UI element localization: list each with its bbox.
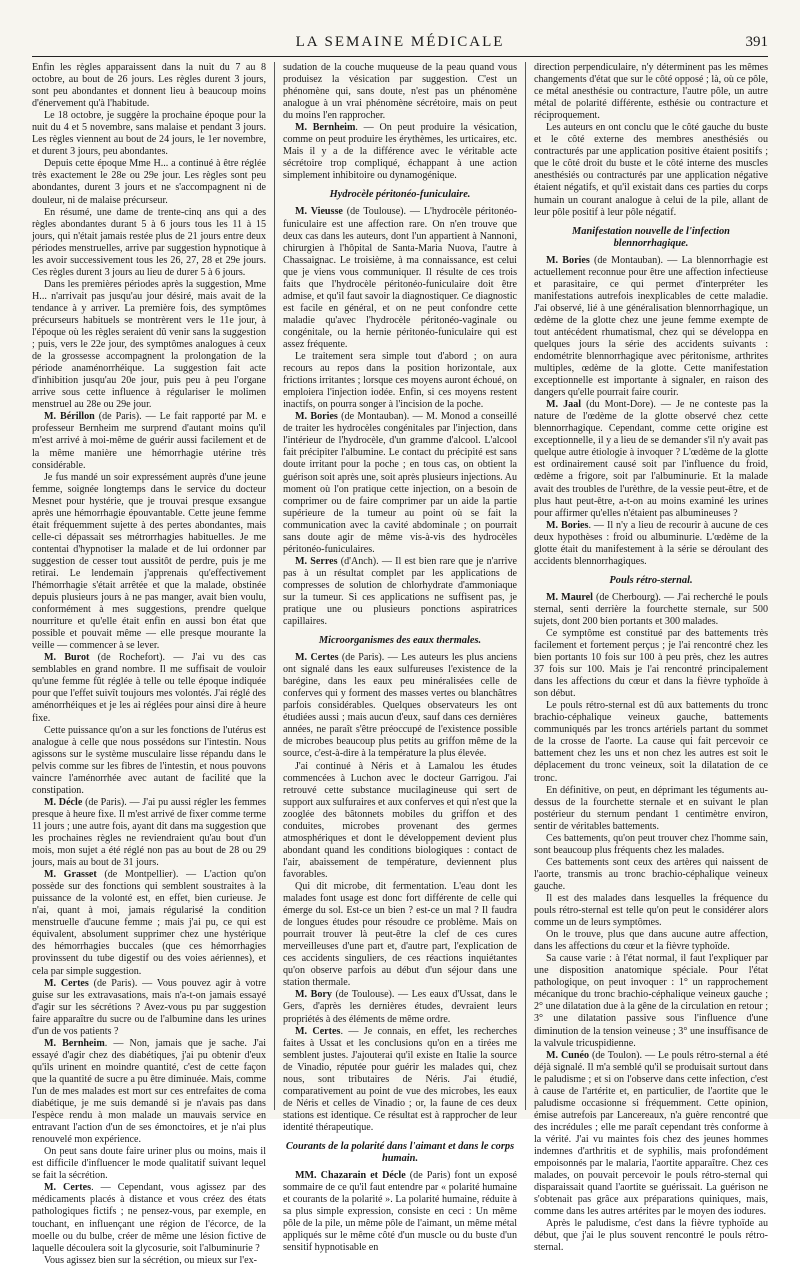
paragraph-text: Il est des malades dans lesquelles la fréquence du pouls rétro-sternal est telle qu'on peut le considérer alors comme un de leurs symptômes. bbox=[534, 893, 768, 929]
paragraph-text: En définitive, on peut, en déprimant les téguments au-dessus de la fourchette sternale et en suivant le plan postérieur du sternum pendant 1 centimètre environ, sentir de véritables battements. bbox=[534, 784, 768, 832]
paragraph bbox=[534, 893, 768, 929]
section-heading: Hydrocèle péritonéo-funiculaire. bbox=[329, 189, 471, 201]
paragraph-text: (de Montpellier). — L'action qu'on possède sur des fonctions qui semblent soustraites à la puissance de la volonté est, en effet, bien curieuse. Je n'ai, quant à moi, jamais régularisé la condition menstruelle d'aucune femme ; mais j'ai pu, ce qui est équivalent, absolument supprimer chez une hystérique des hémorrhagies buccales (que ces hémorrhagies provinssent du tube digestif ou des voies aériennes), et cela par simple suggestion. bbox=[32, 869, 266, 977]
paragraph-text: (de Montauban). — M. Monod a conseillé de traiter les hydrocèles congénitales par l'injection, dans l'intérieur de l'hydrocèle, d'un gramme d'alcool. L'alcool fait précipiter l'albumine. Le contact du précipité est sans doute irritant pour la poche ; en tous cas, on obtient la guérison soit après une, soit après plusieurs injections. Au moment où l'on pratique cette injection, on a besoin de comprimer ou de faire comprimer par un aide la partie supérieure de la tumeur au point où se fait la communication avec la cavité abdominale ; on pourrait sans doute agir de même vis-à-vis des hydrocèles péritonéo-funiculaires. bbox=[283, 411, 517, 555]
paragraph-text: (de Paris). — J'ai pu aussi régler les femmes presque à heure fixe. Il m'est arrivé de fixer comme terme 11 jours ; une autre fois, ayant dit dans ma suggestion que les prochaines règles ne reviendraient qu'au bout d'un mois, mon sujet a été réglé non pas au bout de 28 ou 29 jours, mais au bout de 31 jours. bbox=[32, 796, 267, 869]
paragraph-text: (de Rochefort). — J'ai vu des cas semblables en grand nombre. Il me suffisait de vouloir qu'une femme fût réglée à telle ou telle époque indiquée pour que l'effet suivît toujours mes volontés. J'ai réglé des aménorrhéiques et je les ai réglées pour ainsi dire à heure fixe. bbox=[32, 652, 266, 724]
column-divider bbox=[274, 62, 275, 1110]
paragraph bbox=[534, 785, 768, 833]
paragraph-text: . — Non, jamais que je sache. J'ai essayé d'agir chez des diabétiques, j'ai pu obtenir d'eux qu'ils urinent en moindre quantité, c'est de cette façon que la quantité de sucre a pu être diminuée. Mais, comme l'un de mes malades est mort sur ces entrefaites de coma diabétique, je me suis demandé si je n'avais pas dans l'espèce rendu à mon malade un mauvais service en entravant l'action d'un de ses émonctoires, et je n'ai plus renouvelé mon expérience. bbox=[32, 1037, 266, 1146]
speaker-name: M. Certes bbox=[44, 1182, 92, 1194]
paragraph bbox=[32, 869, 266, 977]
paragraph bbox=[534, 1218, 768, 1254]
paragraph-text: Le 18 octobre, je suggère la prochaine époque pour la nuit du 4 et 5 novembre, sans malaise et pendant 3 jours. Les règles viennent au bout de 24 jours, le 1er novembre, et durent 3 jours, peu abondantes. bbox=[32, 110, 266, 158]
paragraph bbox=[534, 700, 768, 784]
column-middle bbox=[283, 62, 518, 1254]
paragraph-text: (de Toulouse). — L'hydrocèle péritonéo-funiculaire est une affection rare. On n'en trouve que deux cas dans les auteurs, dont l'un appartient à Nannoni, chirurgien à l'hôpital de Santa-Maria Nuova, l'autre à Chassaignac. Le troisième, à ma connaissance, est celui que je viens vous communiquer. Il résulte de ces trois faits que l'hydrocèle péritonéo-funiculaire doit être admise, et qu'il faut savoir la diagnostiquer. Ce diagnostic est facile en général, et on ne peut confondre cette maladie qu'avec l'hydrocèle péritonéo-vaginale ou congénitale, ou la hernie péritonéo-funiculaire qui est assez fréquente. bbox=[283, 206, 518, 350]
speaker-name: M. Jaal bbox=[546, 399, 582, 411]
paragraph-text: (de Toulouse). — Les eaux d'Ussat, dans le Gers, d'après les dernières études, devraient leurs propriétés à des éléments de même ordre. bbox=[283, 989, 517, 1025]
page-header bbox=[32, 34, 768, 57]
section-heading: Manifestation nouvelle de l'infection blennorrhagique. bbox=[572, 225, 730, 249]
column-right bbox=[534, 62, 769, 1254]
speaker-name: M. Bérillon bbox=[44, 411, 95, 423]
paragraph-text: Ces battements, qu'on peut trouver chez l'homme sain, sont beaucoup plus fréquents chez les malades. bbox=[534, 832, 768, 856]
paragraph-text: On peut sans doute faire uriner plus ou moins, mais il est difficile d'influencer le mode qualitatif suivant lequel se fait la sécrétion. bbox=[32, 1146, 266, 1182]
paragraph-text: . — Cependant, vous agissez par des médicaments placés à distance et vous créez des états pathologiques fictifs ; ne pensez-vous, par exemple, en touchant, en influençant une région de l'écorce, de la moelle ou du bulbe, créer de même une lésion fictive de laquelle découlera soit la glycosurie, soit l'albuminurie ? bbox=[32, 1182, 266, 1254]
journal-title: LA SEMAINE MÉDICALE bbox=[295, 34, 505, 50]
paragraph bbox=[283, 881, 517, 989]
paragraph bbox=[32, 652, 266, 724]
speaker-name: M. Bories bbox=[546, 519, 589, 531]
section-heading: Microorganismes des eaux thermales. bbox=[318, 635, 482, 647]
paragraph bbox=[283, 1170, 517, 1254]
column-divider bbox=[525, 62, 526, 1110]
paragraph bbox=[32, 1182, 266, 1254]
paragraph-text: On le trouve, plus que dans aucune autre affection, dans les affections du cœur et la fièvre typhoïde. bbox=[534, 929, 768, 953]
speaker-name: M. Maurel bbox=[546, 591, 593, 603]
paragraph bbox=[534, 628, 768, 700]
speaker-name: M. Bory bbox=[295, 989, 332, 1001]
paragraph bbox=[32, 978, 266, 1038]
paragraph-text: Le pouls rétro-sternal est dû aux battements du tronc brachio-céphalique veineux gauche, battements communiqués par les troncs artériels partant du sommet de la crosse de l'aorte. La cause qui fait percevoir ce battement chez les uns et non chez les autres est soit le déplacement du tronc veineux, soit la dilatation de ce tronc. bbox=[534, 700, 768, 784]
paragraph-text: (de Paris). — Les auteurs les plus anciens ont signalé dans les eaux sulfureuses l'existence de la barégine, dans les eaux peu minéralisées celle de conferves qui y forment des masses vertes ou blanchâtres parfois considérables. Quelques observateurs les ont étudiées aussi ; mais aucun d'eux, sauf dans ces dernières années, ne paraît s'être préoccupé de l'existence possible de microbes beaucoup plus petits au griffon même de la source, c'est-à-dire à la température la plus élevée. bbox=[283, 652, 517, 760]
paragraph-text: sudation de la couche muqueuse de la peau quand vous produisez la vésication par suggestion. C'est un phénomène qui, sans doute, n'est pas un phénomène analogue à un vrai phénomène sécrétoire, mais on peut du moins l'en rapprocher. bbox=[283, 62, 517, 122]
paragraph-text: (du Mont-Dore). — Je ne conteste pas la nature de l'œdème de la glotte observé chez cette blennorrhagique. Cependant, comme cette origine est exceptionnelle, il y a lieu de se demander s'il n'y avait pas quelque autre étiologie à invoquer ? L'œdème de la glotte est ordinairement causé soit par l'influence du froid, œdème a frigore, soit par l'albuminurie. Et la malade avait des troubles de l'urèthre, de la vessie peut-être, et de plus haut peut-être, a-t-on au moins examiné les urines pour affirmer qu'elles n'étaient pas albumineuses ? bbox=[534, 399, 768, 519]
paragraph-text: (de Paris). — Le fait rapporté par M. e professeur Bernheim me surprend d'autant moins qu'il m'est arrivé à moi-même de guérir aussi facilement et de la même manière une hémorrhagie utérine très considérable. bbox=[32, 411, 267, 471]
paragraph-text: Dans les premières périodes après la suggestion, Mme H... n'arrivait pas jusqu'au jour désiré, mais avait de la tendance à y arriver. La première fois, des symptômes précurseurs habituels se montrèrent vers le 11e jour, à l'époque où les règles seraient dû venir sans la suggestion ; puis, vers le 22e jour, des symptômes analogues à ceux de la grossesse accompagnent la prolongation de la période anaménorrhéique. La suggestion fait acte d'inhibition jusqu'au 20e jour, puis peu à peu l'organe arrive sous cette influence à régulariser le molimen menstruel au 28e ou 29e jour. bbox=[32, 278, 266, 411]
speaker-name: M. Vieusse bbox=[295, 206, 343, 218]
paragraph-text: Je fus mandé un soir expressément auprès d'une jeune femme, soignée longtemps dans le service du docteur Mesnet pour hystérie, que je trouvai presque exsangue après une hémorrhagie épouvantable. Cette jeune femme était fréquemment sujette à des pertes abondantes, mais celle-ci dépassait ses métrorrhagies habituelles. Je me contentai d'hypnotiser la malade et de lui ordonner par suggestion de cesser tout aussitôt de perdre, puis je me retirai. Le lendemain j'apprenais qu'effectivement l'hémorrhagie s'était arrêtée et que la malade, obstinée depuis plusieurs jours à ne pas manger, avait bien voulu, conformément à mes suggestions, prendre quelque nourriture et qu'elle était enfin en aussi bon état que possible et pouvait même — elle presque mourante la veille — commencer à se lever. bbox=[32, 471, 266, 652]
paragraph-text: Depuis cette époque Mme H... a continué à être réglée très exactement le 28e ou 29e jour. Les règles sont peu abondantes, durent 3 jours et ne s'accompagnent ni de douleur, ni de malaise précurseur. bbox=[32, 158, 266, 206]
paragraph bbox=[534, 1050, 768, 1219]
speaker-name: M. Serres bbox=[295, 555, 338, 567]
paragraph bbox=[32, 411, 266, 471]
section-heading: Courants de la polarité dans l'aimant et dans le corps humain. bbox=[285, 1140, 515, 1164]
paragraph bbox=[283, 62, 517, 122]
speaker-name: M. Décle bbox=[44, 796, 83, 808]
speaker-name: M. Grasset bbox=[44, 869, 97, 881]
paragraph-text: Ces battements sont ceux des artères qui naissent de l'aorte, transmis au tronc brachio-céphalique veineux gauche. bbox=[534, 856, 768, 892]
paragraph-text: Les auteurs en ont conclu que le côté gauche du buste et le côté externe des membres anesthésiés ou contracturés par une application positive étaient positifs ; que le côté droit du buste et le côté interne des muscles anesthésiés ou contracturés par une application négative étaient négatifs, et qu'il existait dans ces parties du corps humain un courant analogue à celui de la pile, allant de leur pôle positif à leur pôle négatif. bbox=[534, 122, 768, 218]
paragraph bbox=[32, 1255, 266, 1267]
paragraph bbox=[283, 989, 517, 1025]
paragraph-text: (d'Anch). — Il est bien rare que je n'arrive pas à un résultat complet par les applications de compresses de solution de chlorhydrate d'ammoniaque sur la tumeur. Si ces applications ne suffisent pas, je pratique une ou plusieurs ponctions aspiratrices capillaires. bbox=[283, 555, 517, 628]
paragraph bbox=[32, 797, 266, 869]
paragraph bbox=[32, 279, 266, 412]
paragraph-text: Le traitement sera simple tout d'abord ; on aura recours au repos dans la position horizontale, aux frictions irritantes ; lorsque ces moyens auront échoué, on emploiera l'injection iodée. Enfin, si ces moyens restent inactifs, on pourra songer à l'incision de la poche. bbox=[283, 351, 517, 411]
paragraph-text: Enfin les règles apparaissent dans la nuit du 7 au 8 octobre, au bout de 26 jours. Les règles durent 3 jours, sont peu abondantes et donnent lieu à beaucoup moins d'énervement qu'à l'habitude. bbox=[32, 62, 266, 110]
page-number: 391 bbox=[745, 34, 768, 50]
paragraph-text: J'ai continué à Néris et à Lamalou les études commencées à Luchon avec le docteur Garrigou. J'ai retrouvé cette substance mucilagineuse qui sert de support aux sulfuraires et aux conferves et qui n'est que la zooglée des bâtonnets mobiles du griffon et des conduites, microbes provenant des germes atmosphériques et dont le développement devient plus abondant quand les conditions biologiques : contact de l'air, abaissement de température, deviennent plus favorables. bbox=[283, 760, 517, 880]
paragraph bbox=[32, 110, 266, 158]
paragraph-text: (de Montauban). — La blennorrhagie est actuellement reconnue pour être une affection infectieuse et parasitaire, ce qui permet d'interpréter les manifestations autrefois inexplicables de cette maladie. J'ai observé, lié à une généralisation blennorrhagique, un œdème de la glotte chez une jeune femme exempte de tout antécédent rhumatismal, chez qui se développa en quelques jours la série des accidents suivants : endométrite blennorrhagique avec péritonisme, arthrites multiples, œdème de la glotte. Cette manifestation exceptionnelle est importante à signaler, en raison des dangers qu'elle pourrait faire courir. bbox=[534, 254, 768, 399]
paragraph bbox=[32, 62, 266, 110]
paragraph-text: direction perpendiculaire, n'y déterminent pas les mêmes changements d'état que sur le côté opposé ; là, où ce pôle, ce métal anesthésie ou contracture, l'autre pôle, un autre métal de polarité différente, esthésie ou contracture et réciproquement. bbox=[534, 62, 768, 122]
paragraph bbox=[32, 207, 266, 279]
paragraph bbox=[283, 351, 517, 411]
paragraph-text: . — Je connais, en effet, les recherches faites à Ussat et les conclusions qu'on en a tirées me semblent justes. J'ajouterai qu'il existe en Italie la source de Vinadio, réputée pour guérir les malades qui, chez nous, sont tributaires de Néris. J'ai étudié, comparativement au point de vue des microbes, les eaux de Néris et celles de Vinadio ; or, la faune de ces deux stations est identique. Ce résultat est à rapprocher de leur identité thérapeutique. bbox=[283, 1025, 518, 1133]
paragraph-text: Ce symptôme est constitué par des battements très facilement et fortement perçus ; je l'ai rencontré chez les bien portants 10 fois sur 100 à peu près, chez les autres 37 fois sur 100. Mais je l'ai rencontré principalement dans les affections du cœur et dans la fièvre typhoïde à son début. bbox=[534, 627, 768, 700]
paragraph-text: (de Cherbourg). — J'ai recherché le pouls sternal, senti derrière la fourchette sternale, sur 500 sujets, dont 200 bien portants et 300 malades. bbox=[534, 591, 768, 627]
paragraph bbox=[534, 833, 768, 857]
text-columns bbox=[32, 62, 769, 1266]
paragraph bbox=[32, 1146, 266, 1182]
speaker-name: M. Cunéo bbox=[546, 1049, 590, 1061]
paragraph bbox=[32, 1038, 266, 1146]
paragraph-text: . — Il n'y a lieu de recourir à aucune de ces deux hypothèses : froid ou albuminurie. L'œdème de la glotte était du manifestement à la série se déroulant des accidents blennorrhagiques. bbox=[534, 519, 769, 567]
paragraph bbox=[534, 857, 768, 893]
paragraph bbox=[534, 122, 768, 218]
speaker-name: MM. Chazarain et Décle bbox=[295, 1169, 406, 1181]
speaker-name: M. Certes bbox=[44, 977, 89, 989]
paragraph-text: Vous agissez bien sur la sécrétion, ou mieux sur l'ex- bbox=[44, 1254, 257, 1266]
paragraph bbox=[32, 472, 266, 653]
speaker-name: M. Bernheim bbox=[44, 1037, 105, 1049]
paragraph bbox=[283, 411, 517, 556]
paragraph-text: En résumé, une dame de trente-cinq ans qui a des règles abondantes durant 5 à 6 jours tous les 11 à 15 jours, qui n'était jamais restée plus de 21 jours entre deux périodes menstruelles, arrive par suggestion hypnotique à les avoir successivement tous les 26, 27, 28 et 29e jours. Ces règles durent 3 jours au lieu de durer 5 à 6 jours. bbox=[32, 206, 266, 278]
paragraph bbox=[534, 953, 768, 1049]
paragraph-text: Après le paludisme, c'est dans la fièvre typhoïde au début, que j'ai le plus souvent rencontré le pouls rétro-sternal. bbox=[534, 1218, 768, 1254]
paragraph bbox=[534, 592, 768, 628]
paragraph bbox=[32, 725, 266, 797]
paragraph-text: (de Toulon). — Le pouls rétro-sternal a été déjà signalé. Il m'a semblé qu'il se produisait surtout dans le paludisme ; et si on l'observe dans cette infection, c'est à cause de l'artérite et, en particulier, de l'aortite que le paludisme occasionne si fréquemment. Cette opinion, émise autrefois par Lancereaux, n'a guère rencontré que des incrédules ; elle me paraît cependant très conforme à la vérité. J'ai vu maintes fois chez des jeunes hommes indemnes d'arthritis et de syphilis, mais profondément empoisonnés par le malaria, l'aortite apparaître. Chez ces malades, on pouvait percevoir le pouls rétro-sternal qui disparaissait quand l'aortite se guérissait. La guérison ne s'obtenait pas grâce aux préparations quiniques, mais, comme dans les autres artérites par le moyen des iodures. bbox=[534, 1049, 768, 1218]
paragraph bbox=[32, 158, 266, 206]
paragraph bbox=[534, 255, 768, 400]
paragraph bbox=[534, 520, 768, 568]
section-heading: Pouls rétro-sternal. bbox=[609, 574, 693, 586]
speaker-name: M. Bories bbox=[295, 411, 338, 423]
paragraph bbox=[283, 761, 517, 881]
paragraph-text: Sa cause varie : à l'état normal, il faut l'expliquer par une disposition anatomique spéciale. Pour l'état pathologique, on peut invoquer : 1° un rapprochement mécanique du tronc brachio-céphalique veineux gauche ; 2° une dilatation due à la gêne de la circulation en retour ; 3° une dilatation passive sous l'influence d'une diminution de la tension veineuse ; 3° une insuffisance de la valvule tricuspidienne. bbox=[534, 953, 768, 1049]
speaker-name: M. Bories bbox=[546, 254, 590, 266]
speaker-name: M. Burot bbox=[44, 652, 90, 664]
speaker-name: M. Certes bbox=[295, 652, 339, 664]
column-left bbox=[32, 62, 267, 1266]
paragraph bbox=[283, 1026, 517, 1134]
paragraph-text: Qui dit microbe, dit fermentation. L'eau dont les malades font usage est donc fort différente de celle qui émerge du sol. Est-ce un bien ? est-ce un mal ? Il faudra de longues études pour résoudre ce problème. Mais on pourrait trouver là peut-être la clef de ces cures merveilleuses d'une part et, d'autre part, l'explication de ces accidents singuliers, de ces réactions inquiétantes qu'on observe parfois au début d'un séjour dans une station thermale. bbox=[283, 881, 517, 989]
paragraph bbox=[534, 399, 768, 519]
paragraph bbox=[283, 556, 517, 628]
speaker-name: M. Bernheim bbox=[295, 122, 356, 134]
paragraph bbox=[283, 652, 517, 760]
paragraph bbox=[283, 122, 517, 182]
paragraph-text: (de Paris). — Vous pouvez agir à votre guise sur les extravasations, mais n'a-t-on jamais essayé d'agir sur les sécrétions ? Avez-vous pu par suggestion faire apparaître du sucre ou de l'albumine dans les urines d'un de vos patients ? bbox=[32, 977, 267, 1037]
paragraph bbox=[534, 62, 768, 122]
paragraph-text: (de Paris) font un exposé sommaire de ce qu'il faut entendre par « polarité humaine et courants de la polarité ». La polarité humaine, réduite à sa plus simple expression, consiste en ceci : Un même pôle de la pile, un même pôle de l'aimant, un même métal appliqués sur le même côté d'un muscle ou du buste d'un sensitif hypnotisable en bbox=[283, 1169, 518, 1254]
paragraph bbox=[283, 206, 517, 351]
speaker-name: M. Certes bbox=[295, 1025, 341, 1037]
paragraph-text: Cette puissance qu'on a sur les fonctions de l'utérus est analogue à celle que nous possédons sur l'intestin. Nous agissons sur le système musculaire lisse répandu dans le pelvis comme sur les fibres de l'intestin, et nous pouvons vaincre l'aménorrhée avec autant de facilité que la constipation. bbox=[32, 724, 266, 796]
paragraph bbox=[534, 929, 768, 953]
paragraph-text: . — On peut produire la vésication, comme on peut produire les érythèmes, les urticaires, etc. Mais il y a de la différence avec le véritable acte sécrétoire trop compliqué, échappant à une action simplement inhibitoire ou dynamogénique. bbox=[283, 122, 517, 182]
